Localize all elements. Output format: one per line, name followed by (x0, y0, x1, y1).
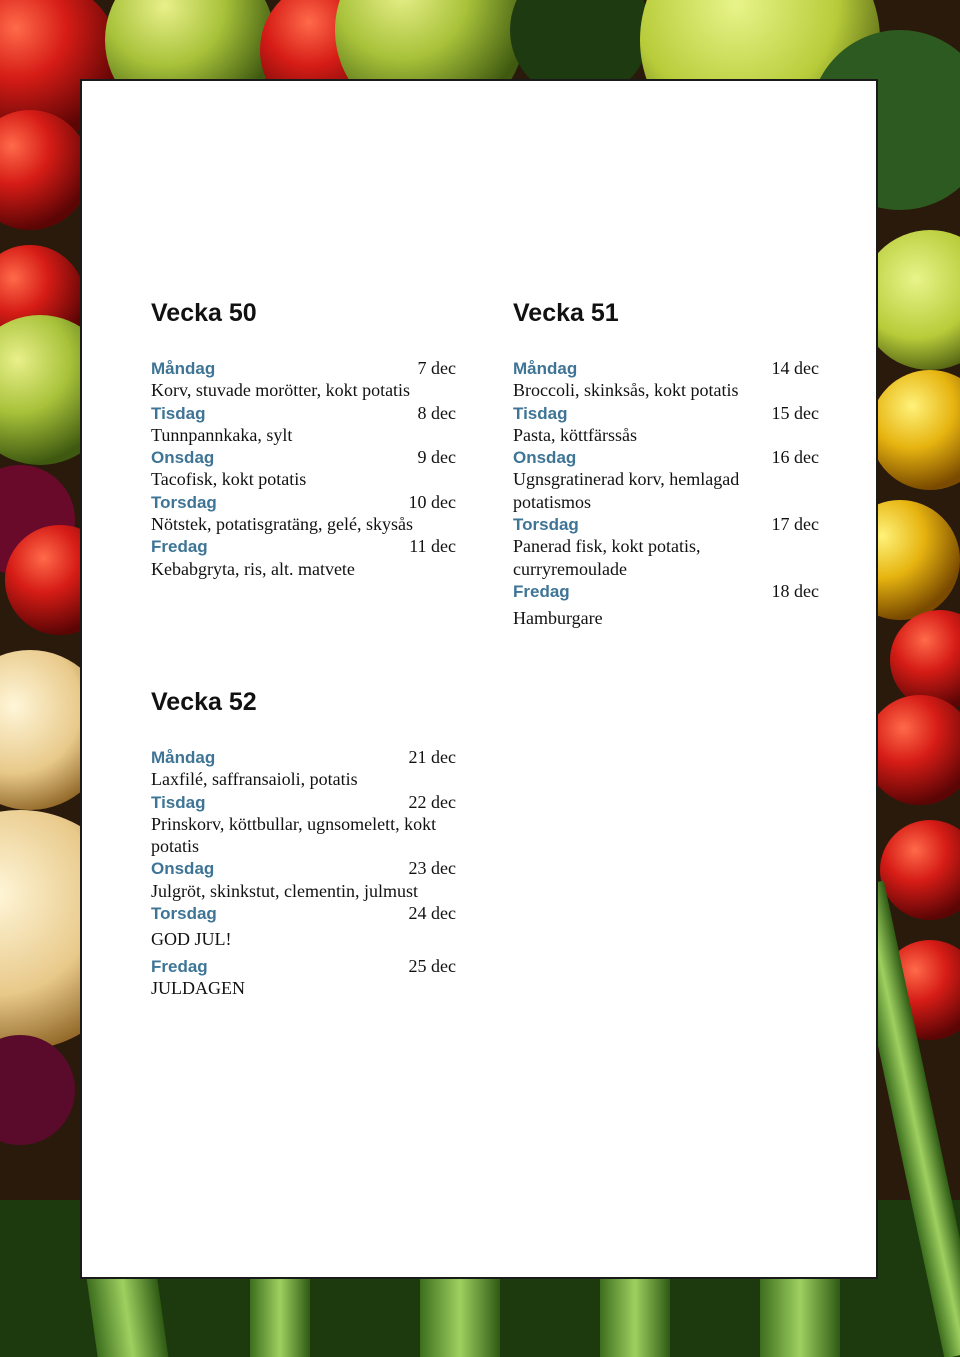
day-date: 23 dec (408, 858, 456, 879)
day-row (513, 446, 819, 468)
day-label: Torsdag (151, 904, 217, 924)
day-date: 25 dec (408, 955, 456, 976)
week-title: Vecka 51 (513, 299, 619, 327)
day-label: Torsdag (151, 492, 217, 512)
dish-text: Broccoli, skinksås, kokt potatis (513, 380, 739, 401)
dish-text: Hamburgare (513, 608, 603, 629)
day-label: Måndag (151, 748, 216, 767)
dish-text-line: Prinskorv, köttbullar, ugnsomelett, kokt (151, 813, 437, 834)
day-row (151, 857, 456, 879)
day-label: Onsdag (151, 448, 215, 468)
day-row (151, 402, 456, 424)
day-label: Onsdag (151, 859, 215, 879)
day-row (151, 791, 456, 813)
day-date: 16 dec (771, 447, 819, 468)
day-label: Torsdag (513, 515, 579, 535)
day-label: Fredag (151, 956, 208, 976)
day-label: Måndag (513, 359, 578, 378)
day-row (513, 402, 819, 424)
week-title: Vecka 50 (151, 299, 257, 327)
day-row (151, 535, 456, 557)
dish-text: Pasta, köttfärssås (513, 424, 637, 445)
day-label: Fredag (151, 537, 208, 557)
week-title: Vecka 52 (151, 688, 257, 716)
dish-text: Nötstek, potatisgratäng, gelé, skysås (151, 514, 413, 535)
day-date: 8 dec (417, 402, 456, 423)
day-label: Tisdag (151, 792, 206, 812)
day-date: 7 dec (417, 358, 456, 378)
menu-sheet (82, 81, 876, 1277)
dish-text-line: Panerad fisk, kokt potatis, (513, 536, 701, 557)
week-52-section (151, 687, 456, 999)
day-date: 10 dec (408, 491, 456, 512)
day-row (151, 357, 456, 379)
day-label: Tisdag (151, 403, 206, 423)
day-date: 17 dec (771, 514, 819, 535)
dish-text-line: Ugnsgratinerad korv, hemlagad (513, 469, 740, 490)
day-label: Fredag (513, 581, 570, 601)
day-label: Tisdag (513, 403, 568, 423)
dish-text-line: potatismos (513, 491, 592, 512)
day-date: 15 dec (771, 402, 819, 423)
day-date: 9 dec (417, 447, 456, 468)
day-date: 22 dec (408, 791, 456, 812)
dish-text: Korv, stuvade morötter, kokt potatis (151, 380, 411, 401)
day-row (151, 491, 456, 513)
day-date: 18 dec (771, 580, 819, 601)
day-label: Måndag (151, 359, 216, 378)
day-row (151, 955, 456, 977)
dish-text: Kebabgryta, ris, alt. matvete (151, 558, 355, 579)
day-row (151, 746, 456, 768)
week-50-section (151, 298, 456, 580)
dish-text: Julgröt, skinkstut, clementin, julmust (151, 880, 418, 901)
week-51-section (513, 298, 819, 633)
day-label: Onsdag (513, 448, 577, 468)
day-row (513, 357, 819, 379)
dish-text: Tacofisk, kokt potatis (151, 469, 307, 490)
day-date: 11 dec (409, 536, 456, 557)
dish-text: Laxfilé, saffransaioli, potatis (151, 769, 358, 790)
day-row (151, 446, 456, 468)
dish-text-line: curryremoulade (513, 558, 627, 579)
day-date: 21 dec (408, 747, 456, 767)
dish-text: GOD JUL! (151, 929, 232, 950)
day-date: 24 dec (408, 903, 456, 924)
day-row (151, 902, 456, 924)
dish-text-line: potatis (151, 836, 199, 857)
day-date: 14 dec (771, 358, 819, 378)
day-row (513, 580, 819, 602)
day-row (513, 513, 819, 535)
dish-text: Tunnpannkaka, sylt (151, 424, 293, 445)
dish-text: JULDAGEN (151, 977, 245, 998)
